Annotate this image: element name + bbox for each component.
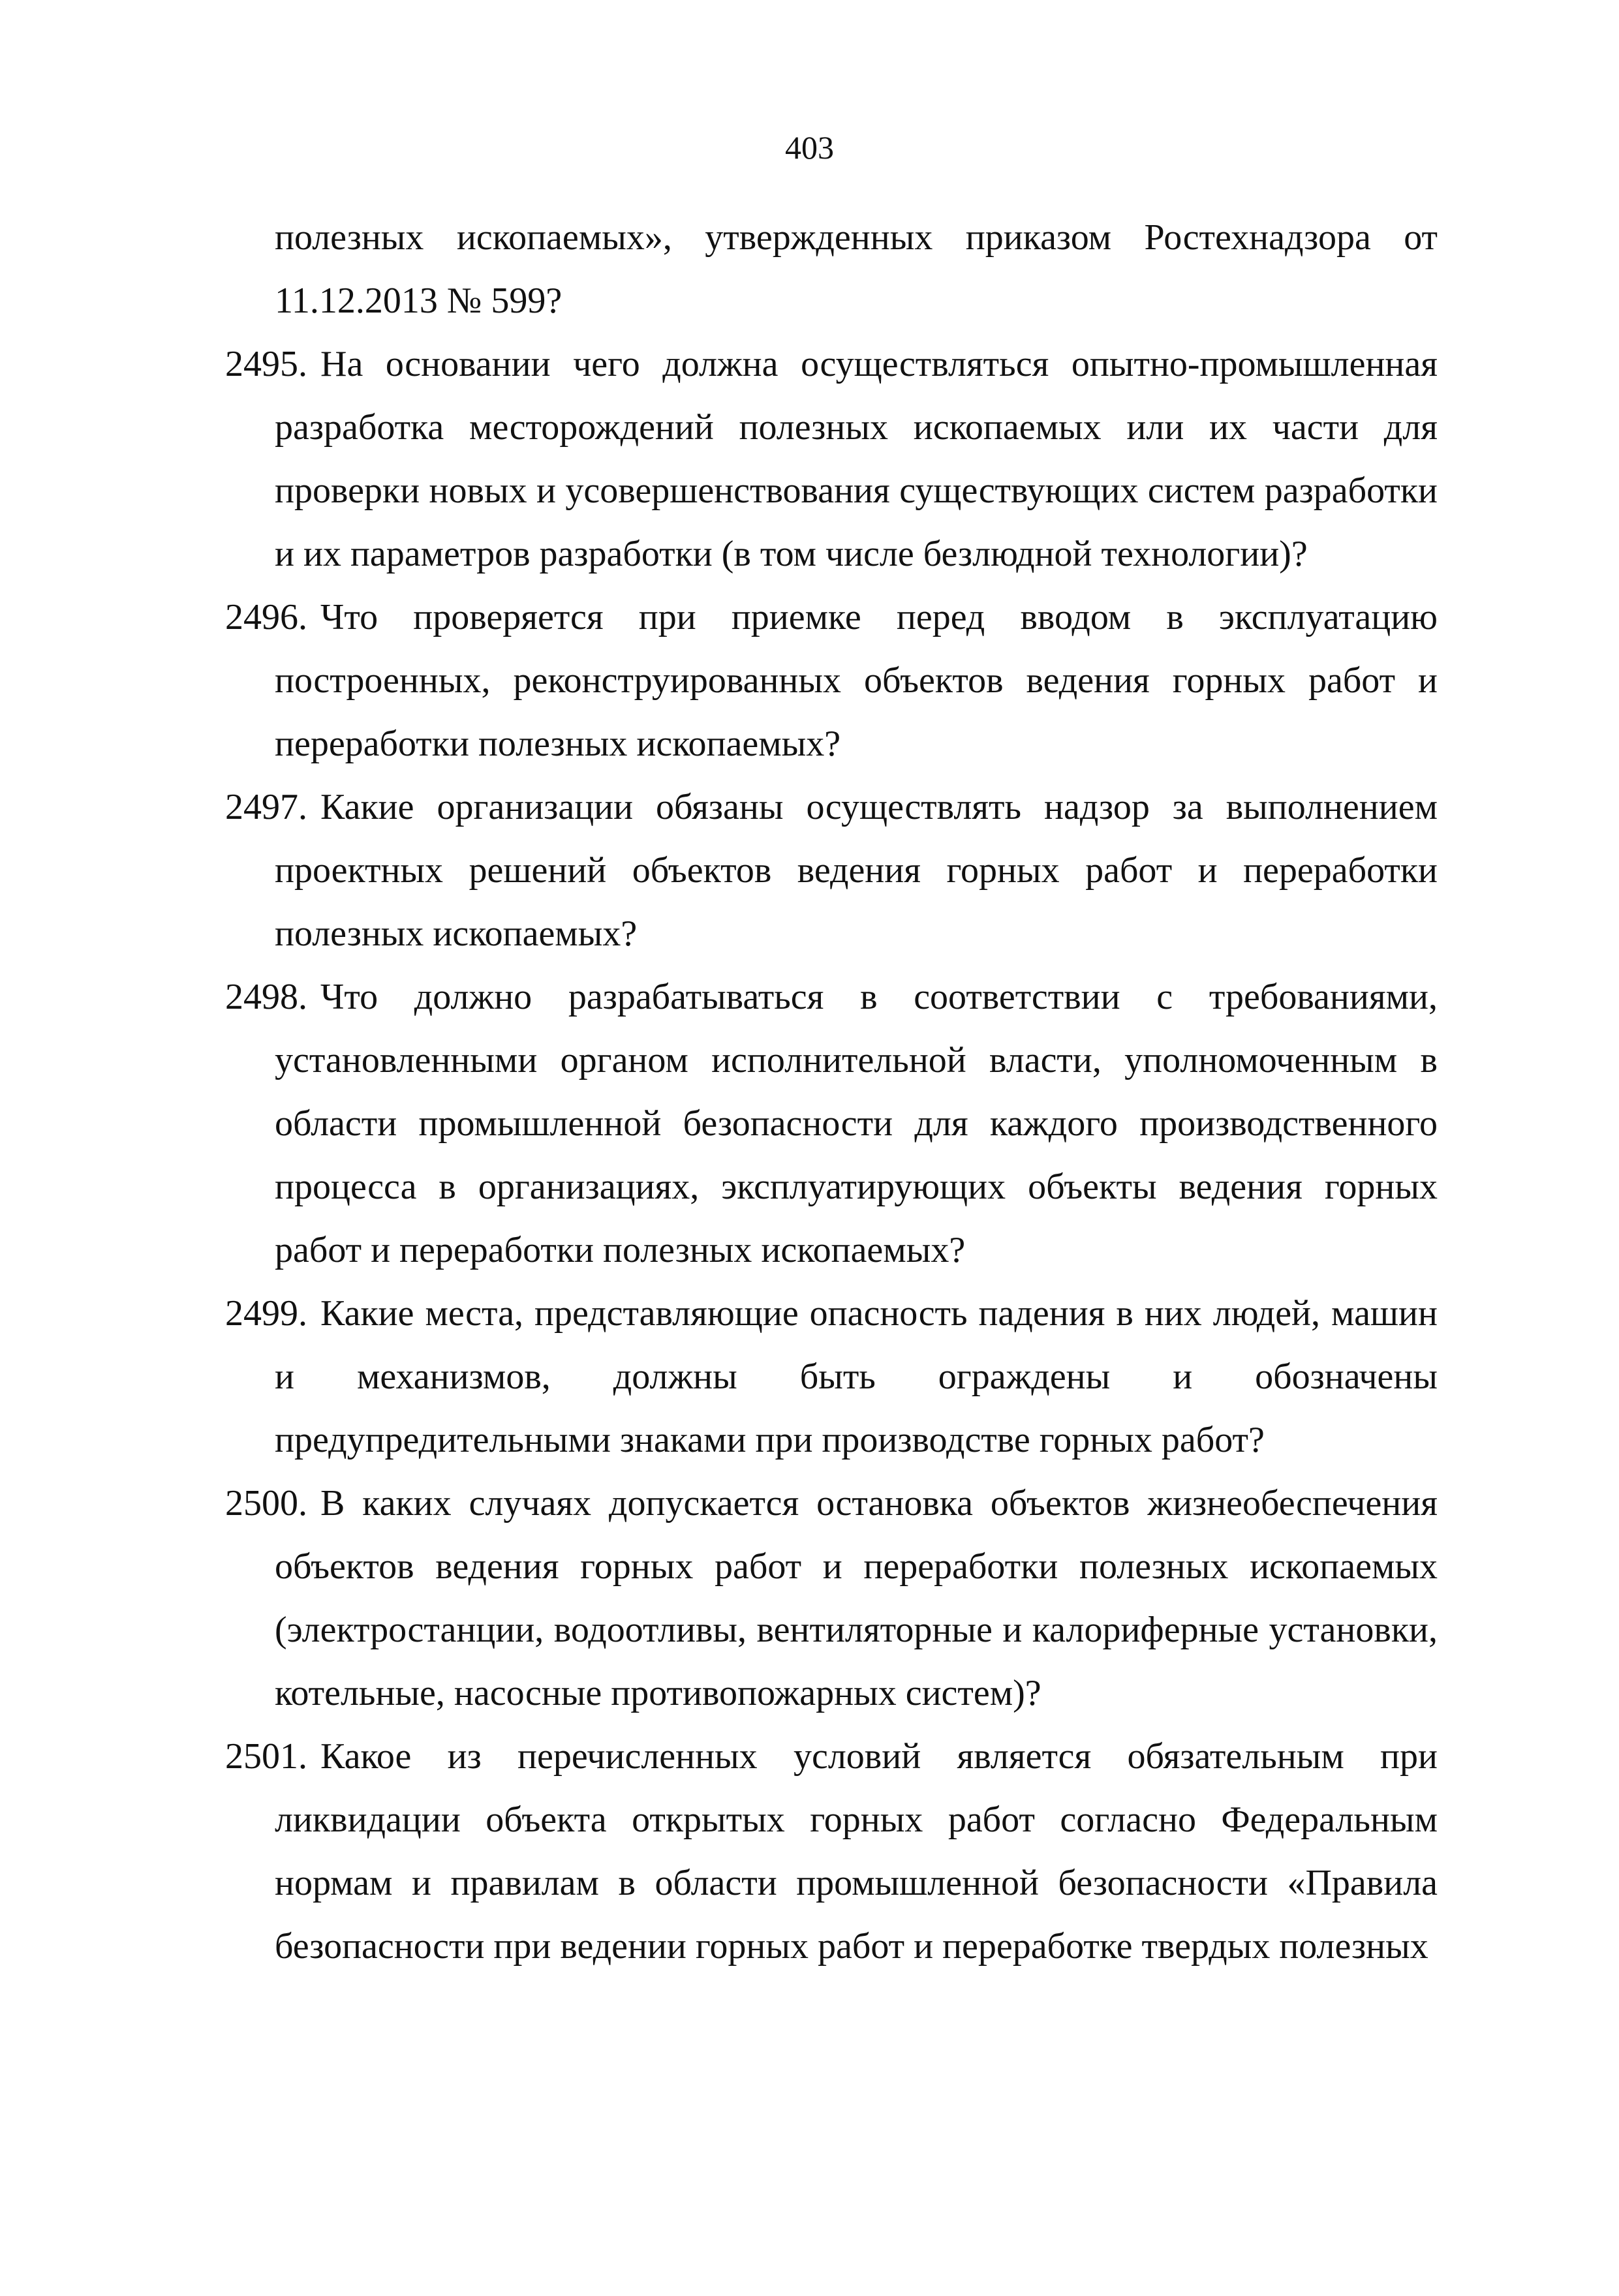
question-list — [225, 206, 1438, 1978]
question-number: 2497. — [225, 787, 307, 827]
question-text: Какие организации обязаны осуществлять надзор за выполнением проектных решений объектов ведения горных работ и переработки полезных ископаемых? — [275, 787, 1438, 954]
question-item — [225, 776, 1438, 966]
question-text: Что проверяется при приемке перед вводом в эксплуатацию построенных, реконструированных объектов ведения горных работ и переработки полезных ископаемых? — [275, 597, 1438, 764]
page-number: 403 — [785, 129, 834, 166]
question-item — [225, 586, 1438, 776]
question-number: 2495. — [225, 344, 307, 384]
question-number: 2496. — [225, 597, 307, 637]
question-number: 2498. — [225, 977, 307, 1017]
question-item — [225, 333, 1438, 586]
continuation-paragraph — [225, 206, 1438, 333]
continuation-text: полезных ископаемых», утвержденных приказом Ростехнадзора от 11.12.2013 № 599? — [275, 217, 1438, 321]
question-text: На основании чего должна осуществляться опытно-промышленная разработка месторождений полезных ископаемых или их части для проверки новых и усовершенствования существующих систем разработки и их параметров разработки (в том числе безлюдной технологии)? — [275, 344, 1438, 574]
question-number: 2500. — [225, 1483, 307, 1523]
question-text: Какое из перечисленных условий является обязательным при ликвидации объекта открытых горных работ согласно Федеральным нормам и правилам в области промышленной безопасности «Правила безопасности при ведении горных работ и переработке твердых полезных — [275, 1736, 1438, 1967]
question-item — [225, 1472, 1438, 1725]
question-text: В каких случаях допускается остановка объектов жизнеобеспечения объектов ведения горных работ и переработки полезных ископаемых (электростанции, водоотливы, вентиляторные и калориферные установки, котельные, насосные противопожарных систем)? — [275, 1483, 1438, 1713]
question-item — [225, 966, 1438, 1282]
question-number: 2499. — [225, 1293, 307, 1334]
question-number: 2501. — [225, 1736, 307, 1777]
question-text: Какие места, представляющие опасность падения в них людей, машин и механизмов, должны быть ограждены и обозначены предупредительными знаками при производстве горных работ? — [275, 1293, 1438, 1460]
question-item — [225, 1725, 1438, 1978]
question-item — [225, 1282, 1438, 1472]
question-text: Что должно разрабатываться в соответствии с требованиями, установленными органом исполнительной власти, уполномоченным в области промышленной безопасности для каждого производственного процесса в организациях, эксплуатирующих объекты ведения горных работ и переработки полезных ископаемых? — [275, 977, 1438, 1270]
